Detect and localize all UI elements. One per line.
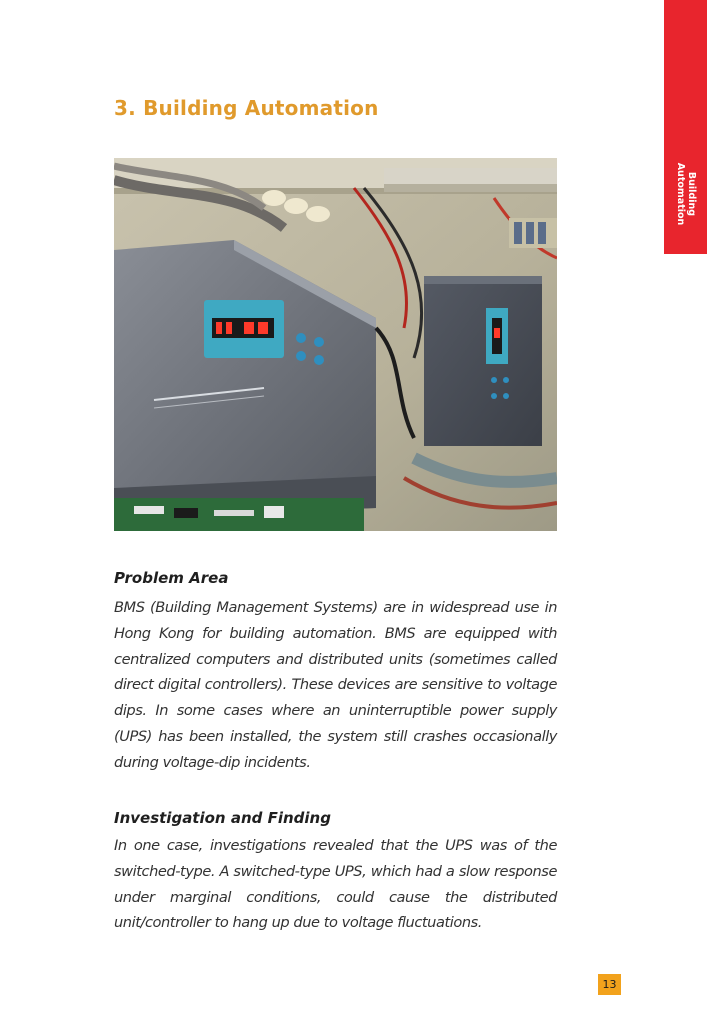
- chapter-side-tab-label: [675, 163, 697, 226]
- investigation-heading: Investigation and Finding: [114, 809, 331, 827]
- problem-area-heading: Problem Area: [114, 569, 229, 587]
- section-title: 3. Building Automation: [114, 96, 379, 120]
- side-tab-line-2: Automation: [674, 162, 686, 226]
- side-tab-line-1: Building: [685, 171, 697, 217]
- page-number: 13: [598, 974, 621, 995]
- problem-area-text: BMS (Building Management Systems) are in widespread use in Hong Kong for building automation. BMS are equipped with centralized computers and distributed units (sometimes called direct digital controllers). These devices are sensitive to voltage dips. In some cases where an uninterruptible power supply (UPS) has been installed, the system still crashes occasionally during voltage-dip incidents.: [114, 599, 557, 771]
- bms-controller-photo: [114, 158, 557, 531]
- chapter-side-tab: [664, 0, 707, 254]
- investigation-text: In one case, investigations revealed that the UPS was of the switched-type. A switched-type UPS, which had a slow response under marginal conditions, could cause the distributed unit/controller to hang up due to voltage fluctuations.: [114, 837, 557, 932]
